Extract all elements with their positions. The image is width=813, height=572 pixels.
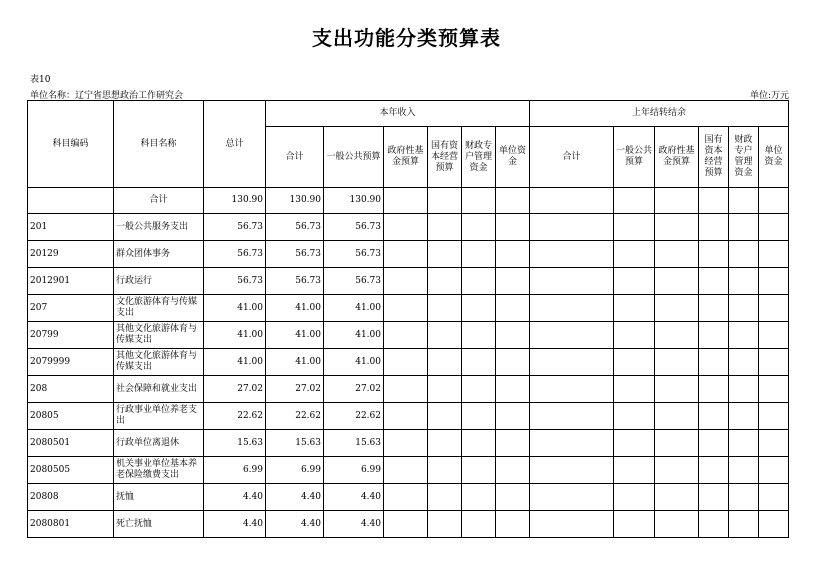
header-cy-unit-fund: 单位资金 bbox=[496, 127, 530, 188]
empty-cell bbox=[759, 214, 789, 241]
empty-cell bbox=[729, 295, 759, 322]
empty-cell bbox=[614, 511, 655, 538]
table-row bbox=[28, 349, 789, 376]
header-py-general: 一般公共预算 bbox=[614, 127, 655, 188]
row-name: 行政单位离退休 bbox=[114, 430, 204, 457]
empty-cell bbox=[655, 268, 699, 295]
empty-cell bbox=[428, 403, 462, 430]
empty-cell bbox=[759, 268, 789, 295]
header-cy-state-capital: 国有资本经营预算 bbox=[428, 127, 462, 188]
empty-cell bbox=[655, 214, 699, 241]
table-row bbox=[28, 484, 789, 511]
row-cy-total: 56.73 bbox=[266, 241, 324, 268]
row-total: 27.02 bbox=[204, 376, 266, 403]
row-name: 机关事业单位基本养老保险缴费支出 bbox=[114, 457, 204, 484]
empty-cell bbox=[384, 349, 428, 376]
empty-cell bbox=[699, 322, 729, 349]
row-cy-general: 22.62 bbox=[324, 403, 384, 430]
empty-cell bbox=[729, 430, 759, 457]
empty-cell bbox=[384, 457, 428, 484]
empty-cell bbox=[614, 484, 655, 511]
row-code: 2079999 bbox=[28, 349, 114, 376]
empty-cell bbox=[759, 430, 789, 457]
header-py-gov-fund: 政府性基金预算 bbox=[655, 127, 699, 188]
empty-cell bbox=[496, 511, 530, 538]
empty-cell bbox=[655, 484, 699, 511]
row-total: 41.00 bbox=[204, 349, 266, 376]
row-name: 抚恤 bbox=[114, 484, 204, 511]
empty-cell bbox=[614, 349, 655, 376]
empty-cell bbox=[496, 349, 530, 376]
table-row bbox=[28, 295, 789, 322]
empty-cell bbox=[530, 430, 614, 457]
row-name: 行政事业单位养老支出 bbox=[114, 403, 204, 430]
row-cy-general: 41.00 bbox=[324, 322, 384, 349]
row-cy-general: 6.99 bbox=[324, 457, 384, 484]
empty-cell bbox=[496, 376, 530, 403]
empty-cell bbox=[655, 403, 699, 430]
row-name: 群众团体事务 bbox=[114, 241, 204, 268]
empty-cell bbox=[729, 268, 759, 295]
header-cy-total: 合计 bbox=[266, 127, 324, 188]
row-cy-total: 56.73 bbox=[266, 214, 324, 241]
row-cy-total: 4.40 bbox=[266, 484, 324, 511]
empty-cell bbox=[462, 268, 496, 295]
total-total: 130.90 bbox=[204, 188, 266, 214]
empty-cell bbox=[729, 511, 759, 538]
row-cy-total: 41.00 bbox=[266, 295, 324, 322]
empty-cell bbox=[462, 484, 496, 511]
empty-cell bbox=[530, 241, 614, 268]
row-cy-general: 56.73 bbox=[324, 268, 384, 295]
row-name: 一般公共服务支出 bbox=[114, 214, 204, 241]
row-cy-total: 56.73 bbox=[266, 268, 324, 295]
empty-cell bbox=[530, 403, 614, 430]
empty-cell bbox=[699, 376, 729, 403]
empty-cell bbox=[428, 349, 462, 376]
empty-cell bbox=[428, 295, 462, 322]
row-total: 41.00 bbox=[204, 295, 266, 322]
row-cy-total: 22.62 bbox=[266, 403, 324, 430]
empty-cell bbox=[384, 214, 428, 241]
row-cy-total: 4.40 bbox=[266, 511, 324, 538]
row-name: 其他文化旅游体育与传媒支出 bbox=[114, 349, 204, 376]
empty-cell bbox=[428, 322, 462, 349]
empty-cell bbox=[496, 430, 530, 457]
empty-cell bbox=[384, 484, 428, 511]
empty-cell bbox=[384, 511, 428, 538]
empty-cell bbox=[530, 457, 614, 484]
empty-cell bbox=[428, 268, 462, 295]
row-cy-general: 27.02 bbox=[324, 376, 384, 403]
empty-cell bbox=[428, 484, 462, 511]
header-py-special: 财政专户管理资金 bbox=[729, 127, 759, 188]
empty-cell bbox=[759, 511, 789, 538]
empty-cell bbox=[699, 457, 729, 484]
currency-unit: 单位:万元 bbox=[749, 91, 789, 101]
empty-cell bbox=[496, 241, 530, 268]
empty-cell bbox=[496, 295, 530, 322]
empty-cell bbox=[462, 322, 496, 349]
empty-cell bbox=[699, 241, 729, 268]
empty-cell bbox=[614, 268, 655, 295]
row-cy-total: 27.02 bbox=[266, 376, 324, 403]
empty-cell bbox=[759, 403, 789, 430]
empty-cell bbox=[462, 349, 496, 376]
row-cy-general: 4.40 bbox=[324, 511, 384, 538]
empty-cell bbox=[729, 322, 759, 349]
empty-cell bbox=[428, 214, 462, 241]
empty-cell bbox=[496, 484, 530, 511]
total-row bbox=[28, 188, 789, 214]
header-previous-year: 上年结转结余 bbox=[530, 101, 789, 127]
row-total: 4.40 bbox=[204, 511, 266, 538]
empty-cell bbox=[729, 457, 759, 484]
row-total: 56.73 bbox=[204, 214, 266, 241]
header-cy-special: 财政专户管理资金 bbox=[462, 127, 496, 188]
header-py-total: 合计 bbox=[530, 127, 614, 188]
empty-cell bbox=[614, 214, 655, 241]
table-row bbox=[28, 214, 789, 241]
table-row bbox=[28, 376, 789, 403]
table-row bbox=[28, 430, 789, 457]
empty-cell bbox=[384, 241, 428, 268]
empty-cell bbox=[530, 214, 614, 241]
row-name: 行政运行 bbox=[114, 268, 204, 295]
row-total: 6.99 bbox=[204, 457, 266, 484]
empty-cell bbox=[530, 484, 614, 511]
row-total: 41.00 bbox=[204, 322, 266, 349]
page-title: 支出功能分类预算表 bbox=[312, 26, 501, 50]
row-code: 20799 bbox=[28, 322, 114, 349]
empty-cell bbox=[530, 376, 614, 403]
empty-cell bbox=[655, 349, 699, 376]
header-name: 科目名称 bbox=[114, 101, 204, 188]
empty-cell bbox=[655, 322, 699, 349]
empty-cell bbox=[699, 484, 729, 511]
empty-cell bbox=[699, 403, 729, 430]
row-code: 2080801 bbox=[28, 511, 114, 538]
empty-cell bbox=[614, 403, 655, 430]
row-total: 56.73 bbox=[204, 268, 266, 295]
empty-cell bbox=[759, 241, 789, 268]
row-name: 死亡抚恤 bbox=[114, 511, 204, 538]
row-cy-total: 6.99 bbox=[266, 457, 324, 484]
empty-cell bbox=[729, 376, 759, 403]
empty-cell bbox=[462, 457, 496, 484]
empty-cell bbox=[384, 322, 428, 349]
empty-cell bbox=[655, 376, 699, 403]
empty-cell bbox=[496, 403, 530, 430]
empty-cell bbox=[655, 457, 699, 484]
empty-cell bbox=[496, 268, 530, 295]
total-label: 合计 bbox=[114, 188, 204, 214]
empty-cell bbox=[462, 430, 496, 457]
empty-cell bbox=[530, 295, 614, 322]
empty-cell bbox=[428, 241, 462, 268]
table-row bbox=[28, 241, 789, 268]
empty-cell bbox=[614, 241, 655, 268]
row-cy-total: 41.00 bbox=[266, 322, 324, 349]
empty-cell bbox=[384, 403, 428, 430]
empty-cell bbox=[655, 430, 699, 457]
empty-cell bbox=[496, 457, 530, 484]
row-cy-general: 15.63 bbox=[324, 430, 384, 457]
empty-cell bbox=[530, 511, 614, 538]
row-total: 56.73 bbox=[204, 241, 266, 268]
empty-cell bbox=[729, 349, 759, 376]
empty-cell bbox=[384, 268, 428, 295]
empty-cell bbox=[530, 322, 614, 349]
total-code bbox=[28, 188, 114, 214]
row-code: 20805 bbox=[28, 403, 114, 430]
row-cy-general: 41.00 bbox=[324, 349, 384, 376]
budget-table bbox=[27, 100, 789, 538]
total-cy-total: 130.90 bbox=[266, 188, 324, 214]
row-code: 20808 bbox=[28, 484, 114, 511]
empty-cell bbox=[384, 430, 428, 457]
empty-cell bbox=[496, 214, 530, 241]
row-name: 社会保障和就业支出 bbox=[114, 376, 204, 403]
empty-cell bbox=[759, 457, 789, 484]
row-code: 2080505 bbox=[28, 457, 114, 484]
row-code: 201 bbox=[28, 214, 114, 241]
empty-cell bbox=[384, 295, 428, 322]
empty-cell bbox=[462, 241, 496, 268]
empty-cell bbox=[462, 214, 496, 241]
table-row bbox=[28, 322, 789, 349]
empty-cell bbox=[614, 376, 655, 403]
row-code: 2080501 bbox=[28, 430, 114, 457]
row-code: 207 bbox=[28, 295, 114, 322]
empty-cell bbox=[462, 295, 496, 322]
row-cy-general: 41.00 bbox=[324, 295, 384, 322]
empty-cell bbox=[614, 322, 655, 349]
empty-cell bbox=[655, 511, 699, 538]
row-name: 文化旅游体育与传媒支出 bbox=[114, 295, 204, 322]
empty-cell bbox=[462, 511, 496, 538]
empty-cell bbox=[614, 457, 655, 484]
empty-cell bbox=[530, 268, 614, 295]
table-row bbox=[28, 511, 789, 538]
empty-cell bbox=[759, 349, 789, 376]
header-py-state-capital: 国有资本经营预算 bbox=[699, 127, 729, 188]
row-code: 20129 bbox=[28, 241, 114, 268]
empty-cell bbox=[759, 322, 789, 349]
empty-cell bbox=[384, 376, 428, 403]
table-number: 表10 bbox=[30, 75, 51, 85]
row-total: 15.63 bbox=[204, 430, 266, 457]
empty-cell bbox=[729, 214, 759, 241]
empty-cell bbox=[614, 430, 655, 457]
row-code: 208 bbox=[28, 376, 114, 403]
row-cy-total: 41.00 bbox=[266, 349, 324, 376]
table-row bbox=[28, 457, 789, 484]
empty-cell bbox=[759, 376, 789, 403]
empty-cell bbox=[428, 430, 462, 457]
empty-cell bbox=[530, 349, 614, 376]
empty-cell bbox=[729, 241, 759, 268]
empty-cell bbox=[655, 295, 699, 322]
empty-cell bbox=[496, 322, 530, 349]
row-cy-general: 56.73 bbox=[324, 241, 384, 268]
header-current-year: 本年收入 bbox=[266, 101, 530, 127]
row-code: 2012901 bbox=[28, 268, 114, 295]
row-total: 4.40 bbox=[204, 484, 266, 511]
empty-cell bbox=[699, 430, 729, 457]
empty-cell bbox=[699, 349, 729, 376]
row-cy-total: 15.63 bbox=[266, 430, 324, 457]
total-cy-general: 130.90 bbox=[324, 188, 384, 214]
empty-cell bbox=[729, 403, 759, 430]
header-cy-general: 一般公共预算 bbox=[324, 127, 384, 188]
empty-cell bbox=[614, 295, 655, 322]
empty-cell bbox=[428, 511, 462, 538]
empty-cell bbox=[462, 403, 496, 430]
row-name: 其他文化旅游体育与传媒支出 bbox=[114, 322, 204, 349]
empty-cell bbox=[655, 241, 699, 268]
header-cy-gov-fund: 政府性基金预算 bbox=[384, 127, 428, 188]
unit-name: 单位名称：辽宁省思想政治工作研究会 bbox=[30, 91, 184, 101]
empty-cell bbox=[428, 457, 462, 484]
row-total: 22.62 bbox=[204, 403, 266, 430]
empty-cell bbox=[699, 214, 729, 241]
table-row bbox=[28, 268, 789, 295]
row-cy-general: 56.73 bbox=[324, 214, 384, 241]
empty-cell bbox=[699, 511, 729, 538]
header-code: 科目编码 bbox=[28, 101, 114, 188]
empty-cell bbox=[759, 295, 789, 322]
header-total: 总计 bbox=[204, 101, 266, 188]
row-cy-general: 4.40 bbox=[324, 484, 384, 511]
empty-cell bbox=[699, 295, 729, 322]
empty-cell bbox=[428, 376, 462, 403]
empty-cell bbox=[729, 484, 759, 511]
header-py-unit-fund: 单位资金 bbox=[759, 127, 789, 188]
table-row bbox=[28, 403, 789, 430]
empty-cell bbox=[462, 376, 496, 403]
empty-cell bbox=[699, 268, 729, 295]
empty-cell bbox=[759, 484, 789, 511]
